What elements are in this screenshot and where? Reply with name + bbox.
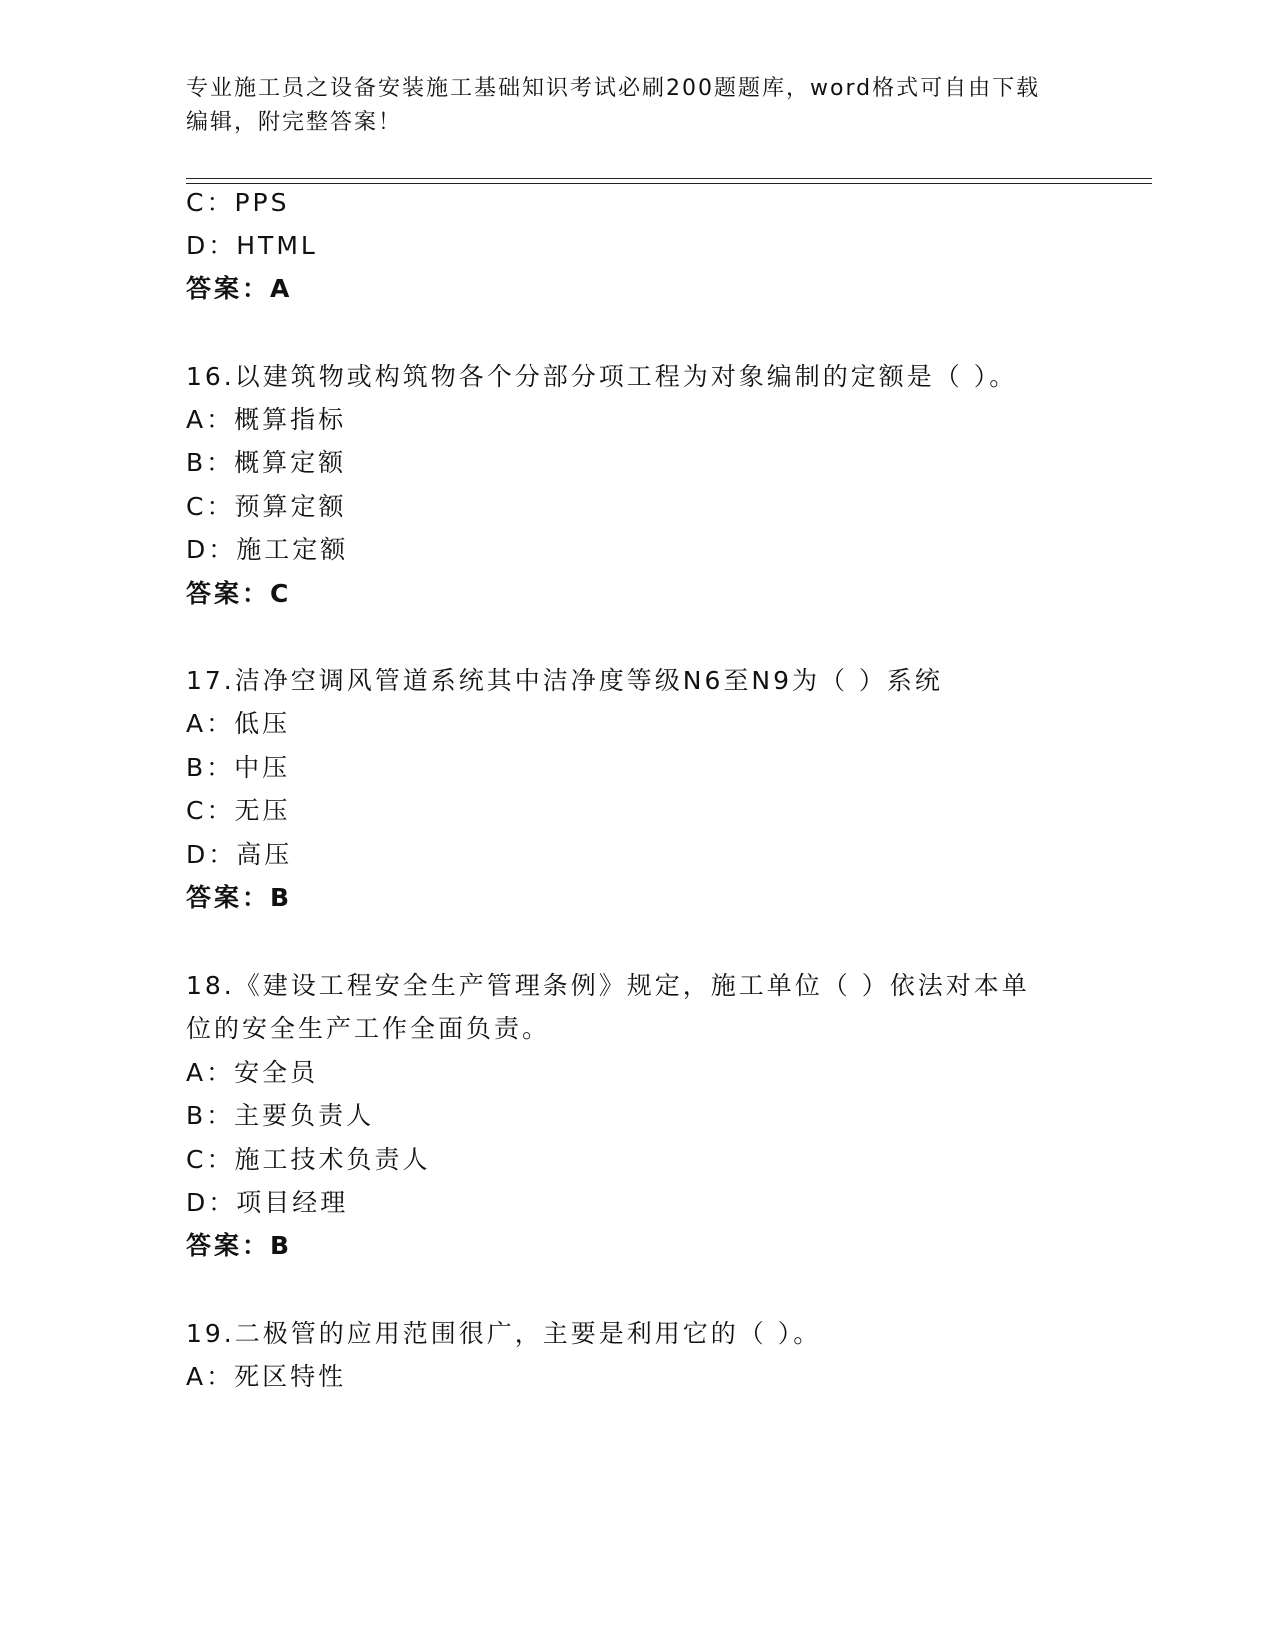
option-b: B：中压 — [186, 753, 291, 782]
header-divider-top — [186, 178, 1152, 179]
option-d: D：项目经理 — [186, 1188, 349, 1217]
header-line-1: 专业施工员之设备安装施工基础知识考试必刷200题题库，word格式可自由下载 — [186, 76, 1041, 101]
option-c: C：施工技术负责人 — [186, 1145, 431, 1174]
question-stem: 16.以建筑物或构筑物各个分部分项工程为对象编制的定额是（ ）。 — [186, 362, 1018, 391]
option-d: D：高压 — [186, 840, 293, 869]
header-divider-bottom — [186, 183, 1152, 184]
question-stem-line-1: 18.《建设工程安全生产管理条例》规定，施工单位（ ）依法对本单 — [186, 971, 1030, 1000]
option-d: D：施工定额 — [186, 535, 349, 564]
option-a: A：死区特性 — [186, 1362, 347, 1391]
option-a: A：安全员 — [186, 1058, 319, 1087]
option-c: C：PPS — [186, 188, 290, 217]
header-line-2: 编辑，附完整答案！ — [186, 110, 403, 135]
option-b: B：概算定额 — [186, 448, 347, 477]
answer-line: 答案：B — [186, 1231, 293, 1260]
question-stem-line-2: 位的安全生产工作全面负责。 — [186, 1014, 551, 1043]
question-stem: 17.洁净空调风管道系统其中洁净度等级N6至N9为（ ）系统 — [186, 666, 943, 695]
option-a: A：低压 — [186, 709, 291, 738]
question-stem: 19.二极管的应用范围很广，主要是利用它的（ ）。 — [186, 1319, 822, 1348]
option-d: D：HTML — [186, 231, 318, 260]
answer-line: 答案：B — [186, 883, 293, 912]
option-a: A：概算指标 — [186, 405, 347, 434]
answer-line: 答案：C — [186, 579, 292, 608]
option-c: C：无压 — [186, 796, 291, 825]
document-header — [186, 72, 1086, 140]
option-c: C：预算定额 — [186, 492, 347, 521]
answer-line: 答案：A — [186, 274, 293, 303]
option-b: B：主要负责人 — [186, 1101, 375, 1130]
